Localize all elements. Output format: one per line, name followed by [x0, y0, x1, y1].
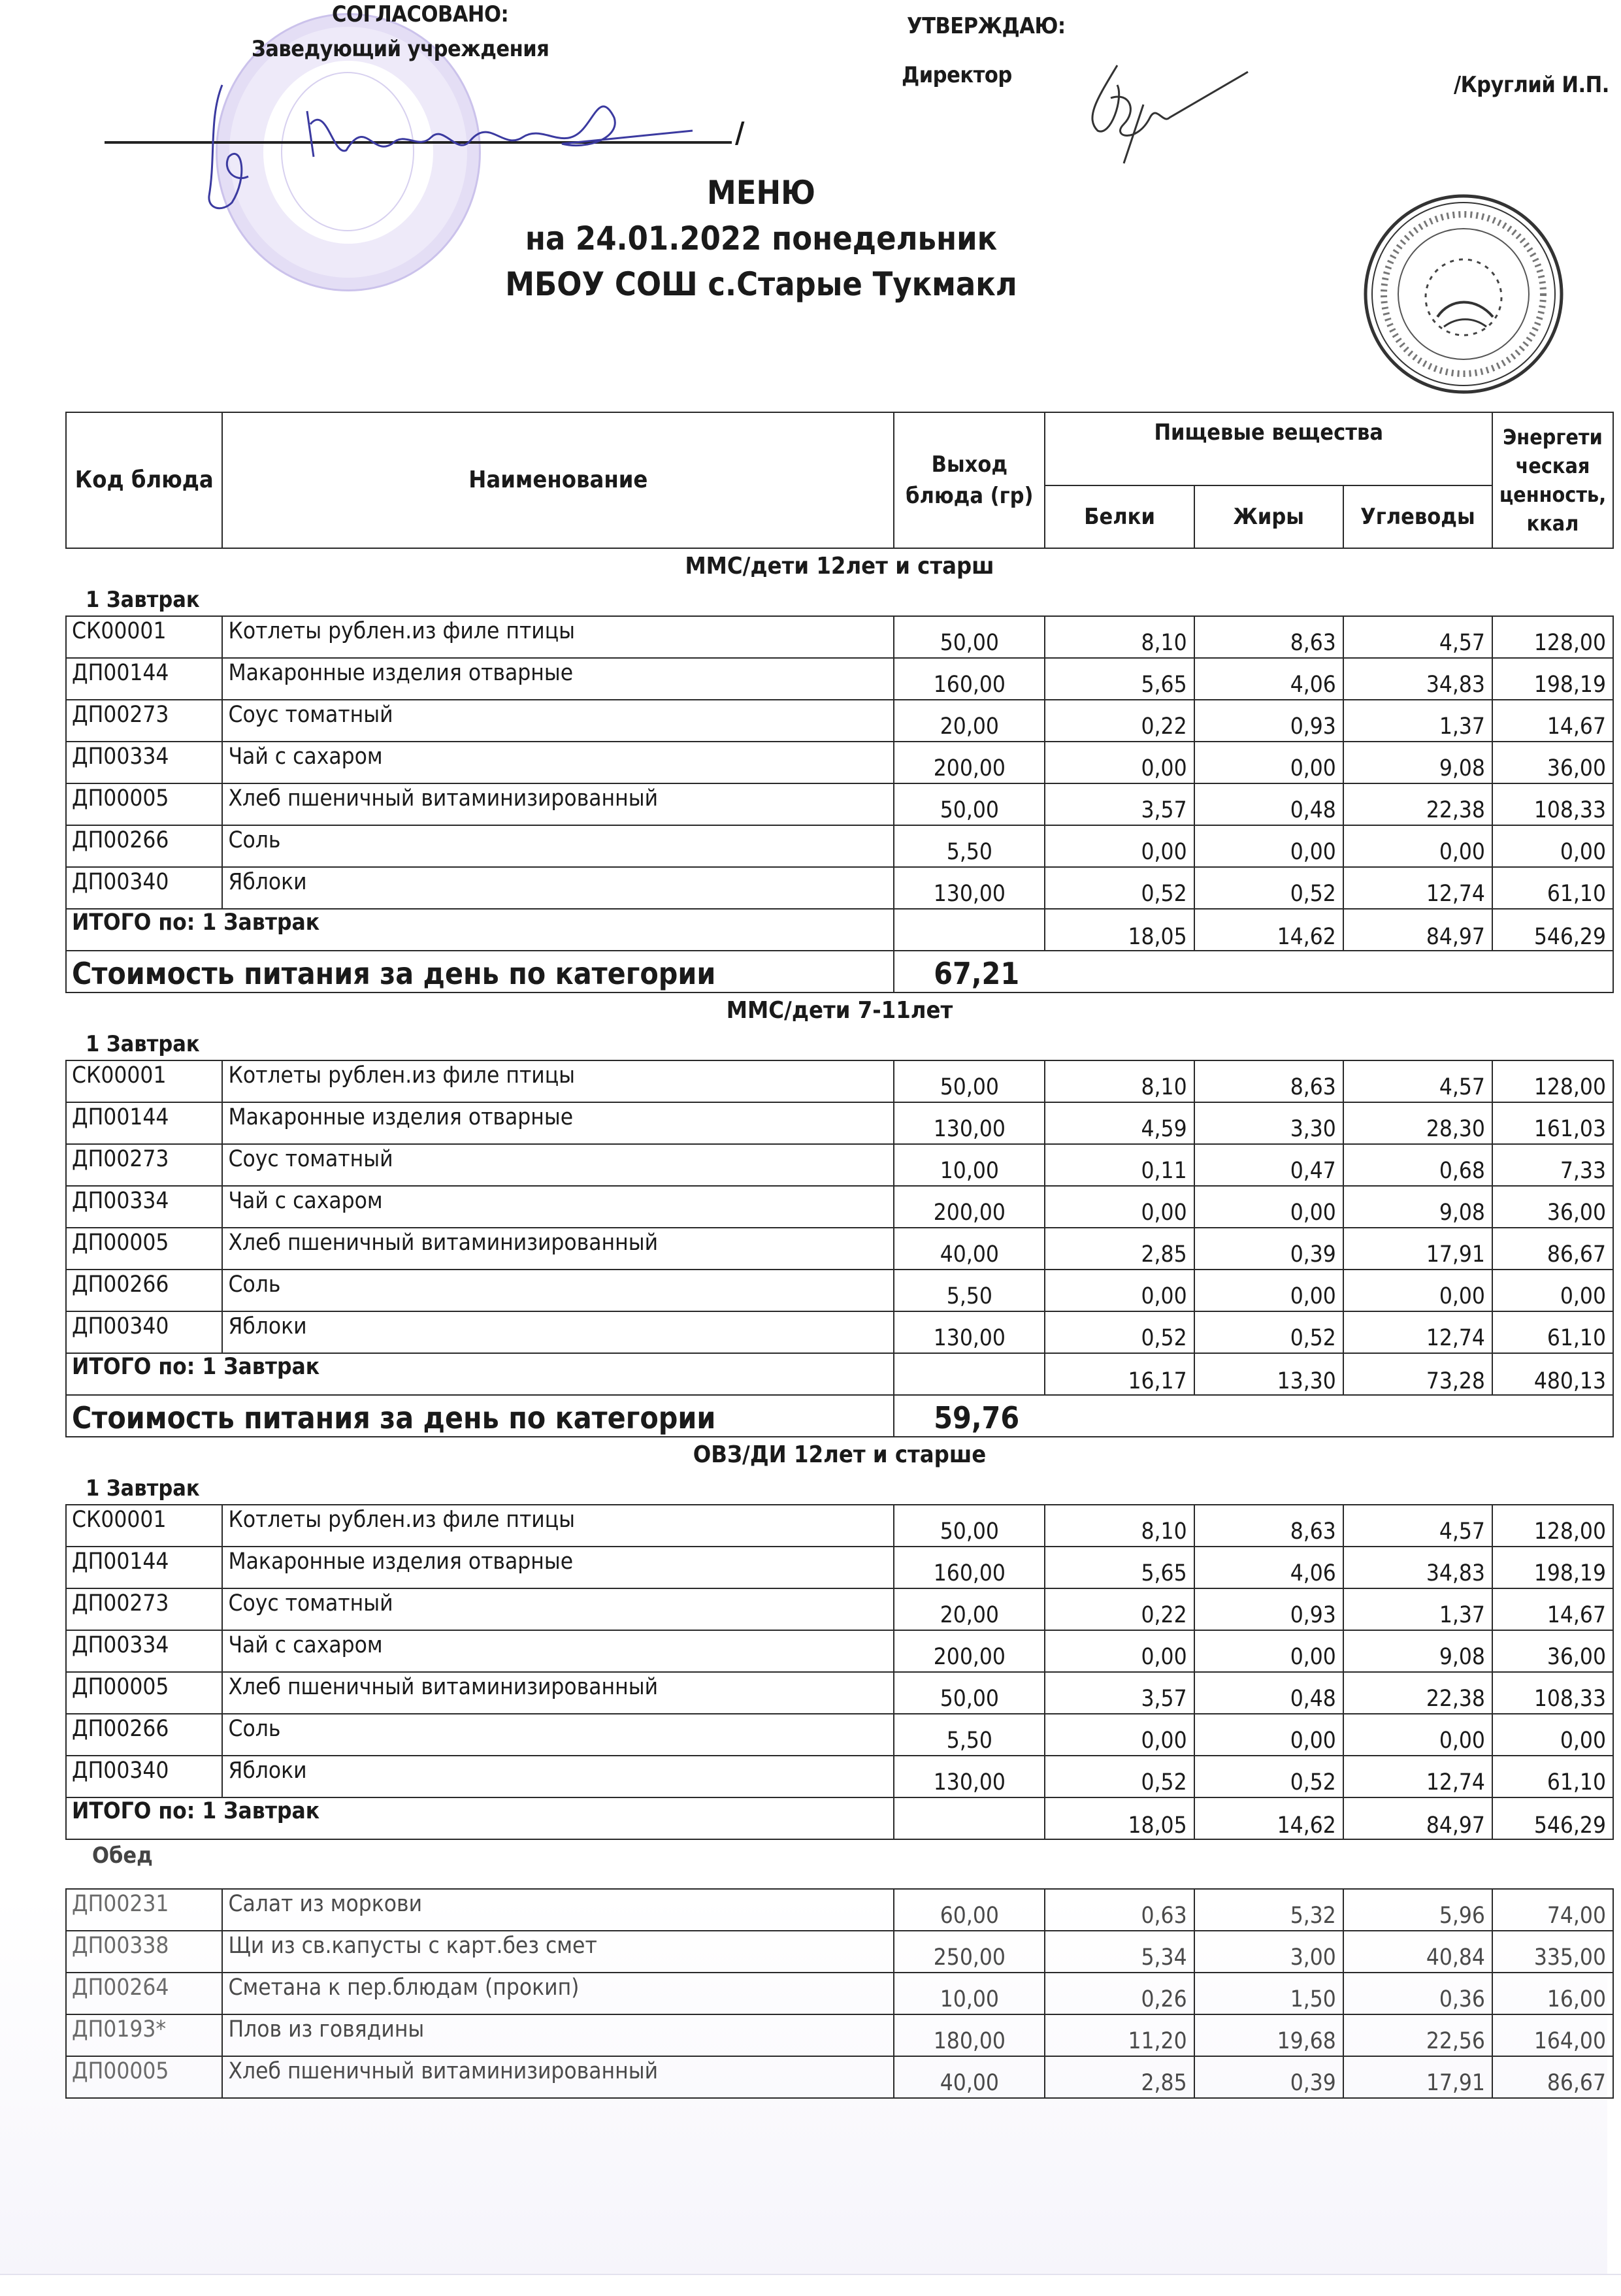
dish-code: ДП00266 — [66, 1714, 222, 1756]
dish-proteins: 0,00 — [1045, 1714, 1194, 1756]
total-kcal: 546,29 — [1492, 909, 1613, 951]
dish-kcal: 128,00 — [1492, 1505, 1613, 1547]
dish-kcal: 14,67 — [1492, 1588, 1613, 1630]
director-signature — [1072, 59, 1268, 170]
dish-output: 50,00 — [894, 1672, 1045, 1714]
dish-proteins: 0,26 — [1045, 1973, 1194, 2014]
dish-kcal: 0,00 — [1492, 1714, 1613, 1756]
dish-name: Сметана к пер.блюдам (прокип) — [222, 1973, 894, 2014]
table-row — [66, 1186, 1613, 1228]
dish-code: ДП00340 — [66, 867, 222, 909]
dish-carbs: 4,57 — [1343, 1505, 1492, 1547]
dish-fats: 0,00 — [1194, 1714, 1343, 1756]
dish-carbs: 34,83 — [1343, 658, 1492, 700]
dish-carbs: 1,37 — [1343, 1588, 1492, 1630]
approved-label: СОГЛАСОВАНО: — [332, 1, 509, 27]
dish-code: ДП00005 — [66, 783, 222, 825]
table-row — [66, 1228, 1613, 1270]
dish-output: 200,00 — [894, 1186, 1045, 1228]
dish-carbs: 22,56 — [1343, 2014, 1492, 2056]
dish-code: ДП00266 — [66, 825, 222, 867]
dish-carbs: 0,36 — [1343, 1973, 1492, 2014]
dish-kcal: 161,03 — [1492, 1102, 1613, 1144]
menu-date-line: на 24.01.2022 понедельник — [525, 220, 998, 257]
dish-name: Чай с сахаром — [222, 1630, 894, 1672]
dish-proteins: 0,00 — [1045, 1630, 1194, 1672]
dish-proteins: 2,85 — [1045, 1228, 1194, 1270]
table-row — [66, 783, 1613, 825]
dish-fats: 0,48 — [1194, 1672, 1343, 1714]
dish-kcal: 36,00 — [1492, 1186, 1613, 1228]
dish-output: 160,00 — [894, 658, 1045, 700]
dish-output: 60,00 — [894, 1889, 1045, 1931]
table-row — [66, 1931, 1613, 1973]
approved-role: Заведующий учреждения — [252, 36, 549, 62]
cost-row — [66, 1395, 1613, 1437]
table-row — [66, 1588, 1613, 1630]
dish-carbs: 4,57 — [1343, 1060, 1492, 1102]
dish-fats: 3,30 — [1194, 1102, 1343, 1144]
meal-title: 1 Завтрак — [86, 587, 200, 613]
dish-fats: 0,00 — [1194, 825, 1343, 867]
dish-fats: 0,00 — [1194, 1270, 1343, 1311]
table-row — [66, 1672, 1613, 1714]
dish-name: Соус томатный — [222, 1144, 894, 1186]
dish-fats: 8,63 — [1194, 1505, 1343, 1547]
table-row — [66, 658, 1613, 700]
dish-code: ДП0193* — [66, 2014, 222, 2056]
dish-proteins: 0,52 — [1045, 867, 1194, 909]
total-output-empty — [894, 909, 1045, 951]
dish-code: ДП00231 — [66, 1889, 222, 1931]
section-mms-12plus — [66, 548, 1613, 992]
table-row — [66, 1505, 1613, 1547]
dish-carbs: 9,08 — [1343, 1630, 1492, 1672]
dish-kcal: 0,00 — [1492, 825, 1613, 867]
table-row — [66, 1714, 1613, 1756]
table-row — [66, 1756, 1613, 1797]
section-ovz-12plus — [66, 1437, 1613, 2098]
dish-carbs: 12,74 — [1343, 867, 1492, 909]
dish-carbs: 0,00 — [1343, 1270, 1492, 1311]
dish-output: 200,00 — [894, 1630, 1045, 1672]
total-fats: 14,62 — [1194, 909, 1343, 951]
dish-carbs: 9,08 — [1343, 1186, 1492, 1228]
total-kcal: 480,13 — [1492, 1353, 1613, 1395]
dish-code: ДП00273 — [66, 1588, 222, 1630]
dish-carbs: 40,84 — [1343, 1931, 1492, 1973]
table-row — [66, 825, 1613, 867]
dish-code: ДП00334 — [66, 742, 222, 783]
dish-proteins: 0,52 — [1045, 1756, 1194, 1797]
col-header-nutrients: Пищевые вещества — [1045, 412, 1492, 485]
dish-proteins: 0,63 — [1045, 1889, 1194, 1931]
dish-output: 130,00 — [894, 1102, 1045, 1144]
spacer — [66, 1871, 1613, 1889]
dish-kcal: 198,19 — [1492, 1547, 1613, 1588]
dish-proteins: 0,00 — [1045, 825, 1194, 867]
dish-name: Соус томатный — [222, 700, 894, 742]
dish-output: 20,00 — [894, 1588, 1045, 1630]
dish-fats: 3,00 — [1194, 1931, 1343, 1973]
dish-fats: 0,39 — [1194, 1228, 1343, 1270]
dish-output: 50,00 — [894, 616, 1045, 658]
total-row — [66, 1353, 1613, 1395]
dish-output: 5,50 — [894, 1270, 1045, 1311]
dish-carbs: 5,96 — [1343, 1889, 1492, 1931]
total-proteins: 18,05 — [1045, 909, 1194, 951]
dish-carbs: 0,00 — [1343, 825, 1492, 867]
dish-code: ДП00005 — [66, 1672, 222, 1714]
dish-kcal: 86,67 — [1492, 2056, 1613, 2098]
col-header-name: Наименование — [222, 412, 894, 548]
dish-proteins: 11,20 — [1045, 2014, 1194, 2056]
dish-fats: 0,00 — [1194, 1630, 1343, 1672]
dish-name: Хлеб пшеничный витаминизированный — [222, 1672, 894, 1714]
table-row — [66, 1547, 1613, 1588]
dish-proteins: 5,65 — [1045, 658, 1194, 700]
dish-carbs: 4,57 — [1343, 616, 1492, 658]
dish-carbs: 28,30 — [1343, 1102, 1492, 1144]
col-header-energy: Энергети ческая ценность, ккал — [1492, 412, 1613, 548]
dish-carbs: 9,08 — [1343, 742, 1492, 783]
dish-proteins: 4,59 — [1045, 1102, 1194, 1144]
dish-output: 130,00 — [894, 1311, 1045, 1353]
dish-kcal: 61,10 — [1492, 1311, 1613, 1353]
dish-code: ДП00005 — [66, 1228, 222, 1270]
dish-code: СК00001 — [66, 1505, 222, 1547]
dish-code: ДП00340 — [66, 1311, 222, 1353]
dish-kcal: 74,00 — [1492, 1889, 1613, 1931]
table-row — [66, 700, 1613, 742]
table-row — [66, 742, 1613, 783]
dish-fats: 0,48 — [1194, 783, 1343, 825]
total-output-empty — [894, 1797, 1045, 1839]
total-fats: 13,30 — [1194, 1353, 1343, 1395]
dish-name: Макаронные изделия отварные — [222, 1102, 894, 1144]
dish-kcal: 61,10 — [1492, 1756, 1613, 1797]
dish-code: ДП00340 — [66, 1756, 222, 1797]
col-header-fats: Жиры — [1194, 485, 1343, 548]
dish-name: Соус томатный — [222, 1588, 894, 1630]
dish-output: 50,00 — [894, 1060, 1045, 1102]
total-output-empty — [894, 1353, 1045, 1395]
dish-output: 5,50 — [894, 1714, 1045, 1756]
dish-kcal: 164,00 — [1492, 2014, 1613, 2056]
dish-kcal: 108,33 — [1492, 783, 1613, 825]
dish-output: 40,00 — [894, 2056, 1045, 2098]
dish-carbs: 0,68 — [1343, 1144, 1492, 1186]
dish-carbs: 34,83 — [1343, 1547, 1492, 1588]
dish-code: СК00001 — [66, 1060, 222, 1102]
table-row — [66, 2056, 1613, 2098]
dish-proteins: 8,10 — [1045, 1505, 1194, 1547]
dish-output: 130,00 — [894, 1756, 1045, 1797]
dish-output: 180,00 — [894, 2014, 1045, 2056]
total-carbs: 84,97 — [1343, 909, 1492, 951]
dish-name: Макаронные изделия отварные — [222, 1547, 894, 1588]
dish-carbs: 12,74 — [1343, 1756, 1492, 1797]
cost-label: Стоимость питания за день по категории — [66, 1395, 894, 1437]
dish-fats: 5,32 — [1194, 1889, 1343, 1931]
dish-kcal: 108,33 — [1492, 1672, 1613, 1714]
dish-fats: 0,52 — [1194, 867, 1343, 909]
dish-code: ДП00334 — [66, 1630, 222, 1672]
dish-fats: 0,00 — [1194, 742, 1343, 783]
dish-fats: 0,00 — [1194, 1186, 1343, 1228]
dish-proteins: 0,22 — [1045, 1588, 1194, 1630]
dish-output: 130,00 — [894, 867, 1045, 909]
dish-output: 50,00 — [894, 783, 1045, 825]
dish-code: ДП00005 — [66, 2056, 222, 2098]
dish-proteins: 3,57 — [1045, 783, 1194, 825]
dish-proteins: 0,11 — [1045, 1144, 1194, 1186]
dish-name: Хлеб пшеничный витаминизированный — [222, 2056, 894, 2098]
signature-slash: / — [735, 116, 745, 150]
dish-kcal: 0,00 — [1492, 1270, 1613, 1311]
dish-fats: 8,63 — [1194, 1060, 1343, 1102]
dish-name: Яблоки — [222, 1311, 894, 1353]
cost-row — [66, 951, 1613, 992]
total-label: ИТОГО по: 1 Завтрак — [66, 1353, 894, 1395]
total-row — [66, 1797, 1613, 1839]
dish-fats: 0,93 — [1194, 700, 1343, 742]
dish-fats: 19,68 — [1194, 2014, 1343, 2056]
school-name-line: МБОУ СОШ с.Старые Тукмакл — [505, 265, 1017, 303]
dish-name: Хлеб пшеничный витаминизированный — [222, 783, 894, 825]
col-header-output: Выход блюда (гр) — [894, 412, 1045, 548]
dish-proteins: 0,52 — [1045, 1311, 1194, 1353]
dish-fats: 0,39 — [1194, 2056, 1343, 2098]
col-header-carbs: Углеводы — [1343, 485, 1492, 548]
dish-carbs: 17,91 — [1343, 2056, 1492, 2098]
table-row — [66, 1270, 1613, 1311]
dish-name: Чай с сахаром — [222, 742, 894, 783]
table-row — [66, 1144, 1613, 1186]
dish-name: Котлеты рублен.из филе птицы — [222, 1060, 894, 1102]
section-mms-7-11 — [66, 992, 1613, 1437]
dish-carbs: 22,38 — [1343, 1672, 1492, 1714]
dish-fats: 8,63 — [1194, 616, 1343, 658]
total-label: ИТОГО по: 1 Завтрак — [66, 1797, 894, 1839]
dish-kcal: 61,10 — [1492, 867, 1613, 909]
category-title: ММС/дети 7-11лет — [726, 997, 953, 1024]
dish-name: Чай с сахаром — [222, 1186, 894, 1228]
table-row — [66, 1060, 1613, 1102]
total-kcal: 546,29 — [1492, 1797, 1613, 1839]
dish-kcal: 16,00 — [1492, 1973, 1613, 2014]
dish-proteins: 0,00 — [1045, 1186, 1194, 1228]
total-carbs: 73,28 — [1343, 1353, 1492, 1395]
scan-bottom-edge — [0, 2274, 1621, 2296]
table-row — [66, 1311, 1613, 1353]
dish-carbs: 0,00 — [1343, 1714, 1492, 1756]
total-proteins: 18,05 — [1045, 1797, 1194, 1839]
dish-kcal: 86,67 — [1492, 1228, 1613, 1270]
dish-proteins: 3,57 — [1045, 1672, 1194, 1714]
dish-output: 250,00 — [894, 1931, 1045, 1973]
dish-output: 160,00 — [894, 1547, 1045, 1588]
dish-name: Салат из моркови — [222, 1889, 894, 1931]
dish-kcal: 7,33 — [1492, 1144, 1613, 1186]
table-row — [66, 1102, 1613, 1144]
menu-table — [65, 412, 1614, 2099]
dish-code: ДП00273 — [66, 700, 222, 742]
table-row — [66, 1630, 1613, 1672]
dish-name: Плов из говядины — [222, 2014, 894, 2056]
dish-kcal: 14,67 — [1492, 700, 1613, 742]
dish-carbs: 1,37 — [1343, 700, 1492, 742]
dish-kcal: 128,00 — [1492, 616, 1613, 658]
total-label: ИТОГО по: 1 Завтрак — [66, 909, 894, 951]
confirm-role: Директор — [902, 62, 1012, 88]
dish-proteins: 2,85 — [1045, 2056, 1194, 2098]
table-row — [66, 867, 1613, 909]
dish-kcal: 128,00 — [1492, 1060, 1613, 1102]
dish-name: Соль — [222, 825, 894, 867]
dish-fats: 4,06 — [1194, 1547, 1343, 1588]
cost-value: 59,76 — [894, 1395, 1613, 1437]
dish-code: СК00001 — [66, 616, 222, 658]
dish-output: 10,00 — [894, 1144, 1045, 1186]
dish-carbs: 17,91 — [1343, 1228, 1492, 1270]
dish-name: Щи из св.капусты с карт.без смет — [222, 1931, 894, 1973]
dish-kcal: 36,00 — [1492, 742, 1613, 783]
table-row — [66, 1889, 1613, 1931]
dish-name: Соль — [222, 1270, 894, 1311]
lunch-title: Обед — [92, 1843, 153, 1869]
dish-fats: 0,47 — [1194, 1144, 1343, 1186]
dish-output: 40,00 — [894, 1228, 1045, 1270]
dish-proteins: 0,22 — [1045, 700, 1194, 742]
dish-carbs: 22,38 — [1343, 783, 1492, 825]
menu-table-container — [65, 412, 1614, 2099]
col-header-proteins: Белки — [1045, 485, 1194, 548]
dish-output: 5,50 — [894, 825, 1045, 867]
total-carbs: 84,97 — [1343, 1797, 1492, 1839]
dish-proteins: 5,34 — [1045, 1931, 1194, 1973]
total-fats: 14,62 — [1194, 1797, 1343, 1839]
dish-fats: 0,52 — [1194, 1756, 1343, 1797]
table-row — [66, 616, 1613, 658]
dish-name: Яблоки — [222, 867, 894, 909]
table-row — [66, 2014, 1613, 2056]
dish-code: ДП00338 — [66, 1931, 222, 1973]
total-row — [66, 909, 1613, 951]
menu-title-line1: МЕНЮ — [707, 174, 815, 212]
dish-code: ДП00334 — [66, 1186, 222, 1228]
category-title: ММС/дети 12лет и старш — [685, 553, 994, 580]
cost-value: 67,21 — [894, 951, 1613, 992]
dish-fats: 0,52 — [1194, 1311, 1343, 1353]
table-row — [66, 1973, 1613, 2014]
dish-proteins: 8,10 — [1045, 616, 1194, 658]
dish-name: Котлеты рублен.из филе птицы — [222, 1505, 894, 1547]
dish-proteins: 8,10 — [1045, 1060, 1194, 1102]
dish-output: 200,00 — [894, 742, 1045, 783]
dish-fats: 1,50 — [1194, 1973, 1343, 2014]
dish-code: ДП00144 — [66, 1102, 222, 1144]
dish-code: ДП00264 — [66, 1973, 222, 2014]
dish-carbs: 12,74 — [1343, 1311, 1492, 1353]
dish-name: Котлеты рублен.из филе птицы — [222, 616, 894, 658]
dish-name: Макаронные изделия отварные — [222, 658, 894, 700]
dish-kcal: 36,00 — [1492, 1630, 1613, 1672]
meal-title: 1 Завтрак — [86, 1475, 200, 1501]
dish-fats: 0,93 — [1194, 1588, 1343, 1630]
dish-code: ДП00266 — [66, 1270, 222, 1311]
confirm-label: УТВЕРЖДАЮ: — [907, 13, 1066, 39]
dish-proteins: 5,65 — [1045, 1547, 1194, 1588]
dish-proteins: 0,00 — [1045, 1270, 1194, 1311]
dish-name: Соль — [222, 1714, 894, 1756]
dish-name: Яблоки — [222, 1756, 894, 1797]
director-name: /Круглий И.П. — [1454, 72, 1609, 98]
dish-proteins: 0,00 — [1045, 742, 1194, 783]
col-header-code: Код блюда — [66, 412, 222, 548]
total-proteins: 16,17 — [1045, 1353, 1194, 1395]
meal-title: 1 Завтрак — [86, 1031, 200, 1057]
dish-kcal: 198,19 — [1492, 658, 1613, 700]
dish-code: ДП00273 — [66, 1144, 222, 1186]
category-title: ОВЗ/ДИ 12лет и старше — [693, 1441, 987, 1468]
dish-output: 10,00 — [894, 1973, 1045, 2014]
dish-output: 20,00 — [894, 700, 1045, 742]
menu-title — [418, 170, 1104, 307]
dish-output: 50,00 — [894, 1505, 1045, 1547]
cost-label: Стоимость питания за день по категории — [66, 951, 894, 992]
dish-kcal: 335,00 — [1492, 1931, 1613, 1973]
dish-fats: 4,06 — [1194, 658, 1343, 700]
dish-code: ДП00144 — [66, 658, 222, 700]
official-round-stamp — [1359, 186, 1568, 402]
dish-code: ДП00144 — [66, 1547, 222, 1588]
dish-name: Хлеб пшеничный витаминизированный — [222, 1228, 894, 1270]
